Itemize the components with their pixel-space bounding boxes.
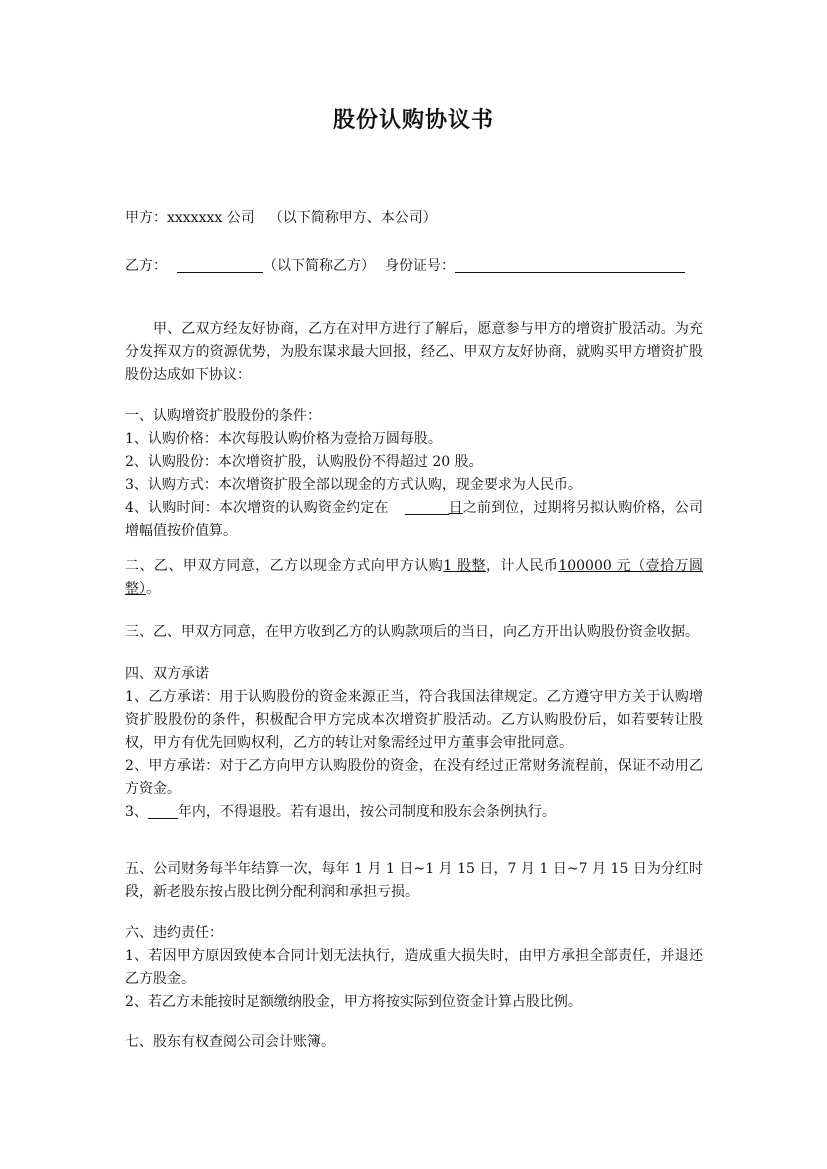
section-5: 五、公司财务每半年结算一次，每年 1 月 1 日~1 月 15 日，7 月 1 日~7 月 15 日为分红时段，新老股东按占股比例分配利润和承担亏损。 (125, 861, 703, 900)
section-1-item-4 (125, 497, 703, 543)
section-6-heading: 六、违约责任： (125, 925, 223, 941)
party-b-note: （以下简称乙方） (263, 258, 375, 274)
section-4-item-2: 2、甲方承诺：对于乙方向甲方认购股份的资金，在没有经过正常财务流程前，保证不动用乙方资金。 (125, 758, 703, 797)
section-4-item-3-rest: 年内，不得退股。若有退出，按公司制度和股东会条例执行。 (177, 804, 556, 820)
section-6 (125, 922, 703, 1014)
section-1-item-2: 2、认购股份：本次增资扩股，认购股份不得超过 20 股。 (125, 454, 483, 470)
party-a-label: 甲方： (125, 210, 167, 226)
section-4-item-3 (125, 801, 703, 824)
section-2-shares: 1 股整 (443, 558, 486, 574)
party-a-company: xxxxxxx 公司 (167, 210, 255, 226)
section-1-item-4-rest: 之前到位，过期将另拟认购价格，公司增幅值按价值算。 (125, 500, 704, 539)
section-3: 三、乙、甲双方同意，在甲方收到乙方的认购款项后的当日，向乙方开出认购股份资金收据。 (125, 624, 699, 640)
section-1-item-4-lead: 4、认购时间：本次增资的认购资金约定在 (125, 500, 389, 516)
section-1-heading: 一、认购增资扩股股份的条件： (125, 408, 321, 424)
section-7: 七、股东有权查阅公司会计账簿。 (125, 1034, 335, 1050)
party-b-id-blank (455, 257, 685, 273)
section-4-heading: 四、双方承诺 (125, 666, 209, 682)
preamble-paragraph: 甲、乙双方经友好协商，乙方在对甲方进行了解后，愿意参与甲方的增资扩股活动。为充分发挥双方的资源优势，为股东谋求最大回报，经乙、甲双方友好协商，就购买甲方增资扩股股份达成如下协议： (125, 321, 703, 383)
subscription-day-label: 日 (448, 500, 463, 516)
section-1-item-1: 1、认购价格：本次每股认购价格为壹拾万圆每股。 (125, 431, 442, 447)
section-1 (125, 405, 703, 543)
section-4-item-3-lead: 3、 (125, 804, 148, 820)
section-2-lead: 二、乙、甲双方同意，乙方以现金方式向甲方认购 (125, 558, 444, 574)
lockup-years-blank (148, 803, 178, 819)
party-a-note: （以下简称甲方、本公司） (268, 210, 437, 226)
section-2-end: 。 (146, 581, 160, 597)
party-a-line (125, 207, 703, 230)
party-b-line (125, 255, 715, 278)
section-2-mid: ，计人民币 (486, 558, 559, 574)
section-1-item-3: 3、认购方式：本次增资扩股全部以现金的方式认购，现金要求为人民币。 (125, 477, 582, 493)
section-4-item-1: 1、乙方承诺：用于认购股份的资金来源正当，符合我国法律规定。乙方遵守甲方关于认购增资扩股股份的条件，积极配合甲方完成本次增资扩股活动。乙方认购股份后，如若要转让股权，甲方有优先回购权利，乙方的转让对象需经过甲方董事会审批同意。 (125, 689, 703, 751)
section-6-item-1: 1、若因甲方原因致使本合同计划无法执行，造成重大损失时，由甲方承担全部责任，并退还乙方股金。 (125, 948, 703, 987)
document-title: 股份认购协议书 (332, 107, 494, 133)
section-2-amount: 100000 元（壹拾万圆整） (125, 558, 704, 597)
party-b-name-blank (177, 257, 263, 273)
section-2 (125, 555, 703, 601)
party-b-id-label: 身份证号： (385, 258, 455, 274)
subscription-date-blank (405, 499, 449, 515)
section-4 (125, 663, 703, 824)
section-6-item-2: 2、若乙方未能按时足额缴纳股金，甲方将按实际到位资金计算占股比例。 (125, 994, 582, 1010)
party-b-label: 乙方： (125, 258, 167, 274)
